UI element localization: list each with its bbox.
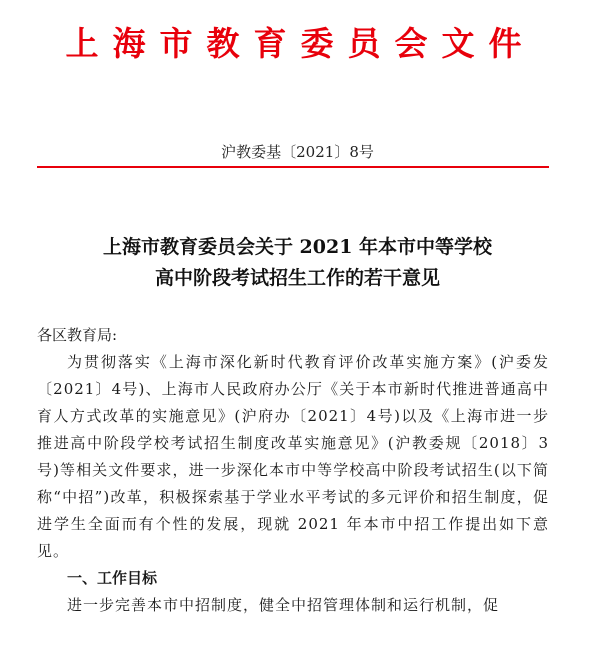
body-paragraph-2: 进一步完善本市中招制度，健全中招管理体制和运行机制，促 — [67, 596, 500, 614]
document-number: 沪教委基〔2021〕8号 — [221, 143, 374, 161]
document-title — [0, 232, 595, 294]
salutation: 各区教育局: — [37, 326, 118, 344]
document-body — [37, 322, 549, 619]
section-heading-1: 一、工作目标 — [67, 569, 158, 587]
red-divider-line — [37, 166, 549, 168]
document-title-line-1: 上海市教育委员会关于 2021 年本市中等学校 — [102, 236, 493, 258]
document-header-title: 上海市教育委员会文件 — [65, 24, 536, 63]
body-paragraph-1: 为贯彻落实《上海市深化新时代教育评价改革实施方案》(沪委发〔2021〕4号)、上海市人民政府办公厅《关于本市新时代推进普通高中育人方式改革的实施意见》(沪府办〔2021〕4号)以及《上海市进一步推进高中阶段学校考试招生制度改革实施意见》(沪教委规〔2018〕3号)等相关文件要求，进一步深化本市中等学校高中阶段考试招生(以下简称“中招”)改革，积极探索基于学业水平考试的多元评价和招生制度，促进学生全面而有个性的发展，现就 2021 年本市中招工作提出如下意见。 — [37, 353, 549, 560]
document-title-line-2: 高中阶段考试招生工作的若干意见 — [154, 267, 440, 289]
